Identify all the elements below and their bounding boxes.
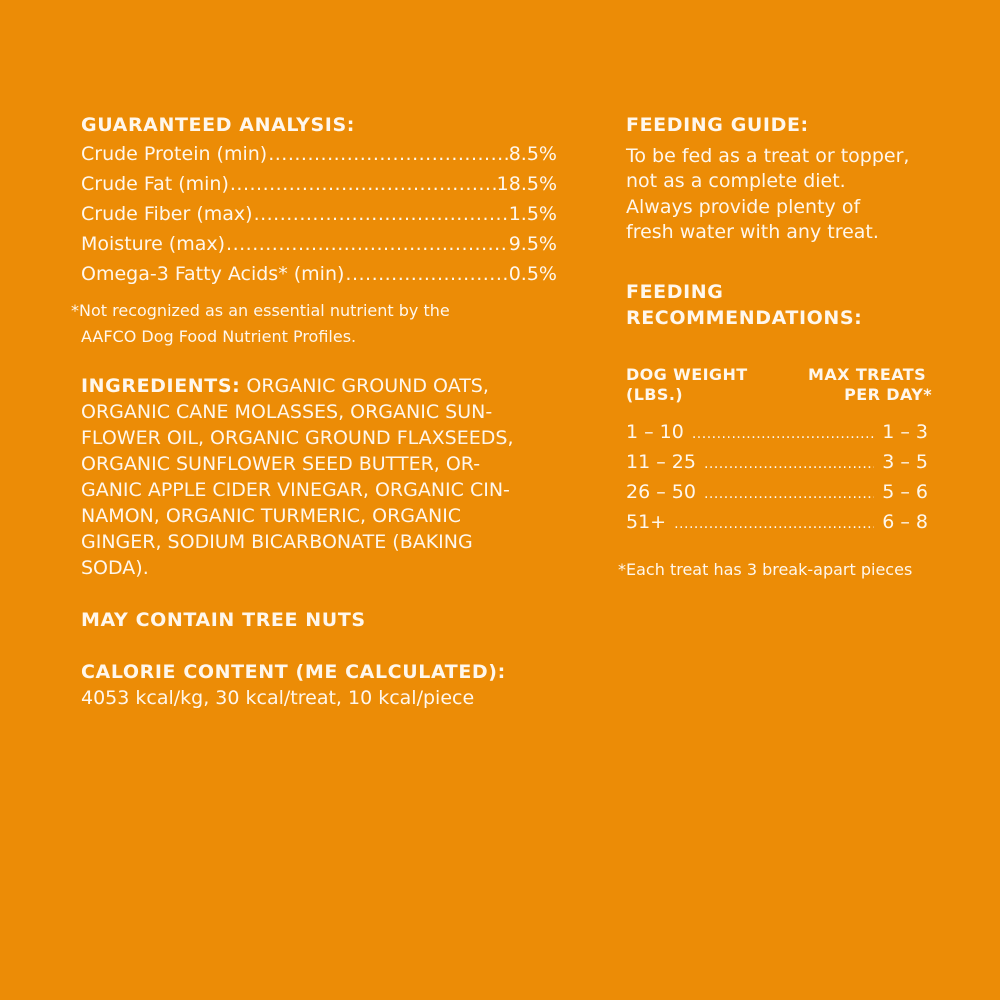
analysis-label: Crude Fiber (max) xyxy=(81,203,253,225)
analysis-row xyxy=(81,203,557,233)
analysis-label: Crude Fat (min) xyxy=(81,173,229,195)
dog-weight-cell: 1 – 10 xyxy=(626,421,684,443)
analysis-value: 1.5% xyxy=(508,203,557,225)
dot-leader xyxy=(268,143,508,165)
table-row xyxy=(626,421,928,451)
table-row xyxy=(626,481,928,511)
guaranteed-analysis-title: GUARANTEED ANALYSIS: xyxy=(81,114,355,136)
calorie-title: CALORIE CONTENT (ME CALCULATED): xyxy=(81,661,506,683)
dog-weight-header-line1: DOG WEIGHT xyxy=(626,365,748,384)
ingredients-line: SODA). xyxy=(81,557,149,579)
dot-leader xyxy=(704,456,874,472)
dot-leader xyxy=(674,516,874,532)
ingredients-line: ORGANIC GROUND OATS, xyxy=(240,375,489,397)
max-treats-cell: 1 – 3 xyxy=(882,421,928,443)
feeding-guide-line: Always provide plenty of xyxy=(626,196,861,218)
analysis-value: 9.5% xyxy=(508,233,557,255)
dot-leader xyxy=(254,203,508,225)
calorie-value: 4053 kcal/kg, 30 kcal/treat, 10 kcal/piece xyxy=(81,687,475,709)
max-treats-cell: 6 – 8 xyxy=(882,511,928,533)
dot-leader xyxy=(692,426,874,442)
analysis-row xyxy=(81,143,557,173)
analysis-row xyxy=(81,173,557,203)
dot-leader xyxy=(345,263,507,285)
ingredients-line: ORGANIC SUNFLOWER SEED BUTTER, OR- xyxy=(81,453,481,475)
analysis-label: Crude Protein (min) xyxy=(81,143,268,165)
feeding-guide-line: To be fed as a treat or topper, xyxy=(626,145,910,167)
analysis-row xyxy=(81,233,557,263)
max-treats-cell: 5 – 6 xyxy=(882,481,928,503)
max-treats-header-line2: PER DAY* xyxy=(844,385,932,404)
feeding-recommendations-title-line1: FEEDING xyxy=(626,281,724,303)
dog-weight-cell: 26 – 50 xyxy=(626,481,696,503)
ingredients-line: FLOWER OIL, ORGANIC GROUND FLAXSEEDS, xyxy=(81,427,514,449)
allergen-warning: MAY CONTAIN TREE NUTS xyxy=(81,609,366,631)
feeding-recommendations-title-line2: RECOMMENDATIONS: xyxy=(626,307,863,329)
feeding-guide-title: FEEDING GUIDE: xyxy=(626,114,809,136)
table-row xyxy=(626,511,928,541)
dot-leader xyxy=(704,486,874,502)
feeding-guide-line: not as a complete diet. xyxy=(626,170,846,192)
guaranteed-analysis-list xyxy=(81,143,557,293)
feeding-guide-line: fresh water with any treat. xyxy=(626,221,879,243)
analysis-row xyxy=(81,263,557,293)
table-row xyxy=(626,451,928,481)
dog-weight-header-line2: (LBS.) xyxy=(626,385,684,404)
dog-weight-cell: 11 – 25 xyxy=(626,451,696,473)
dot-leader xyxy=(230,173,496,195)
ingredients-line: GINGER, SODIUM BICARBONATE (BAKING xyxy=(81,531,473,553)
ingredients-line: ORGANIC CANE MOLASSES, ORGANIC SUN- xyxy=(81,401,493,423)
ingredients-line: GANIC APPLE CIDER VINEGAR, ORGANIC CIN- xyxy=(81,479,510,501)
ingredients-block xyxy=(81,373,513,581)
max-treats-header-line1: MAX TREATS xyxy=(808,365,926,384)
analysis-value: 18.5% xyxy=(496,173,557,195)
analysis-value: 8.5% xyxy=(508,143,557,165)
max-treats-cell: 3 – 5 xyxy=(882,451,928,473)
ingredients-line: NAMON, ORGANIC TURMERIC, ORGANIC xyxy=(81,505,462,527)
dot-leader xyxy=(226,233,508,255)
analysis-label: Moisture (max) xyxy=(81,233,226,255)
analysis-footnote-line2: AAFCO Dog Food Nutrient Profiles. xyxy=(81,327,357,346)
ingredients-label: INGREDIENTS: xyxy=(81,375,241,397)
analysis-value: 0.5% xyxy=(508,263,557,285)
analysis-footnote-line1: *Not recognized as an essential nutrient by the xyxy=(71,301,450,320)
treat-footnote: *Each treat has 3 break-apart pieces xyxy=(618,560,913,579)
feeding-table xyxy=(626,421,928,541)
dog-weight-cell: 51+ xyxy=(626,511,667,533)
analysis-label: Omega-3 Fatty Acids* (min) xyxy=(81,263,345,285)
